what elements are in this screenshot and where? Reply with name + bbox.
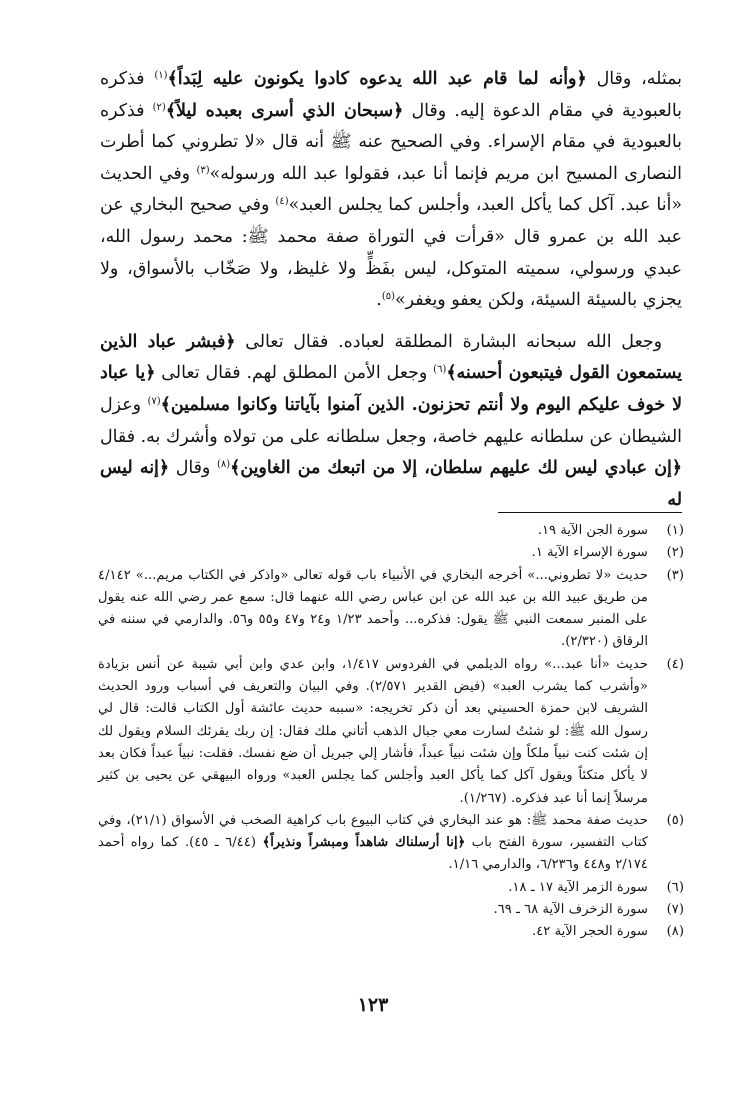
footnote-number: (٢): [666, 545, 684, 561]
footnote-divider: [498, 512, 682, 513]
text-run: وقال: [169, 458, 217, 479]
footnote-ref: (٥): [381, 291, 396, 303]
footnote-text: سورة الزمر الآية ١٧ ـ ١٨.: [508, 879, 648, 895]
text-run: وجعل الله سبحانه البشارة المطلقة لعباده. فقال تعالى: [235, 331, 662, 352]
footnote-ref: (٦): [433, 364, 447, 376]
footnote-item: [98, 921, 684, 943]
footnote-ref: (٧): [147, 395, 161, 407]
footnote-ref: (٤): [275, 196, 289, 208]
quran-quote: ﴿سبحان الذي أسرى بعبده ليلاً﴾: [165, 100, 404, 121]
paragraph-1: [100, 64, 682, 317]
footnote-ref: (٢): [152, 101, 166, 113]
footnote-text: (٦/٤٤ ـ ٤٥). كما رواه أحمد ٢/١٧٤ و٤٤٨ و٦/٢٣٦، والدارمي ١/١٦.: [98, 835, 648, 873]
footnotes-list: [98, 520, 684, 944]
quran-quote: ﴿يا عباد لا خوف عليكم اليوم ولا أنتم تحزنون. الذين آمنوا بآياتنا وكانوا مسلمين﴾: [100, 363, 682, 415]
text-run: .: [376, 290, 382, 311]
footnote-item: [98, 565, 684, 654]
footnote-ref: (٣): [196, 164, 210, 176]
footnote-text: سورة الزخرف الآية ٦٨ ـ ٦٩.: [493, 902, 648, 918]
text-run: فذكره بالعبودية في مقام الدعوة إليه. وقال: [100, 69, 682, 121]
footnote-number: (٨): [666, 924, 684, 940]
footnote-ref: (١): [154, 70, 168, 81]
footnote-item: [98, 810, 684, 877]
footnote-item: [98, 877, 684, 899]
footnote-number: (٥): [666, 812, 684, 828]
quran-quote: ﴿إن عبادي ليس لك عليهم سلطان، إلا من اتبعك من الغاوين﴾: [230, 458, 682, 479]
text-run: وفي صحيح البخاري عن عبد الله بن عمرو قال «قرأت في التوراة صفة محمد ﷺ: محمد رسول الله، عبدي ورسولي، سميته المتوكل، ليس بفَظٍّ ولا غليظ، ولا صَخّاب بالأسواق، ولا يجزي بالسيئة السيئة، ولكن يعفو ويغفر»: [100, 195, 682, 311]
footnote-text: حديث صفة محمد ﷺ: هو عند البخاري في كتاب البيوع باب كراهية الصخب في الأسواق (٢١/١)، وفي كتاب التفسير، سورة الفتح باب: [98, 812, 648, 851]
footnote-number: (٦): [666, 879, 684, 895]
paragraph-2: [100, 327, 682, 517]
footnote-number: (٤): [666, 656, 684, 672]
footnote-text: سورة الحجر الآية ٤٢.: [532, 924, 648, 940]
quran-quote: ﴿وأنه لما قام عبد الله يدعوه كادوا يكونون عليه لِبَداً﴾: [167, 69, 587, 89]
footnote-item: [98, 542, 684, 564]
footnote-number: (١): [666, 523, 684, 538]
footnote-number: (٧): [666, 902, 684, 918]
main-text: [100, 64, 682, 526]
text-run: وفي الحديث «أنا عبد. آكل كما يأكل العبد، وأجلس كما يجلس العبد»: [100, 163, 683, 216]
footnote-text: سورة الإسراء الآية ١.: [531, 545, 648, 561]
quran-quote: ﴿إنه ليس له: [100, 458, 682, 510]
footnote-ref: (٨): [216, 459, 231, 471]
footnote-item: [98, 520, 684, 542]
footnote-item: [98, 899, 684, 921]
footnote-text: حديث «لا تطروني...» أخرجه البخاري في الأنبياء باب قوله تعالى «واذكر في الكتاب مريم...» ٤/١٤٢ من طريق عبيد الله بن عبد الله عن ابن عباس رضي الله عنهما قال: سمع عمر رضي الله عنه يقول على المنبر سمعت النبي ﷺ يقول: فذكره... وأحمد ١/٢٣ و٢٤ و٤٧ و٥٥ و٥٦. والدارمي في سننه في الرقاق (٢/٣٢٠).: [98, 567, 649, 650]
footnote-text: حديث «أنا عبد...» رواه الديلمي في الفردوس ١/٤١٧، وابن عدي وابن أبي شيبة عن أنس بزيادة «وأشرب كما يشرب العبد» (فيض القدير ٢/٥٧١). وفي البيان والتعريف في أسباب ورود الحديث الشريف لابن حمزة الحسيني بعد أن ذكر تخريجه: «سببه حديث عائشة أول الكتاب قالت: قال لي رسول الله ﷺ: لو شئتُ لسارت معي جبال الذهب أتاني ملك فقال: إن ربك يقرئك السلام ويقول لك إن شئت كنت نبياً ملكاً وإن شئت نبياً عبداً، فأشار إلي جبريل أن ضع نفسك. فقلت: نبياً عبداً فكان بعد لا يأكل متكئاً ويقول آكل كما يأكل العبد وأجلس كما يجلس العبد» ورواه البيهقي عن يحيى بن كثير مرسلاً إنما أنا عبد فذكره. (١/٢٦٧).: [98, 656, 649, 806]
text-run: وجعل الأمن المطلق لهم. فقال تعالى: [155, 363, 434, 384]
quran-quote: ﴿إنا أرسلناك شاهداً ومبشراً ونذيراً﴾: [262, 835, 466, 851]
footnote-item: [98, 654, 684, 810]
text-run: فذكره بالعبودية في مقام الإسراء. وفي الصحيح عنه ﷺ أنه قال «لا تطروني كما أطرت النصارى المسيح ابن مريم فإنما أنا عبد، فقولوا عبد الله ورسوله»: [100, 100, 682, 184]
footnote-number: (٣): [666, 567, 684, 583]
page-number: ١٢٣: [357, 994, 389, 1016]
text-run: وعزل الشيطان عن سلطانه عليهم خاصة، وجعل سلطانه على من تولاه وأشرك به. فقال: [100, 394, 682, 447]
footnote-text: سورة الجن الآية ١٩.: [537, 523, 648, 538]
quran-quote: ﴿فبشر عباد الذين يستمعون القول فيتبعون أحسنه﴾: [100, 331, 682, 384]
text-run: بمثله، وقال: [586, 69, 682, 89]
